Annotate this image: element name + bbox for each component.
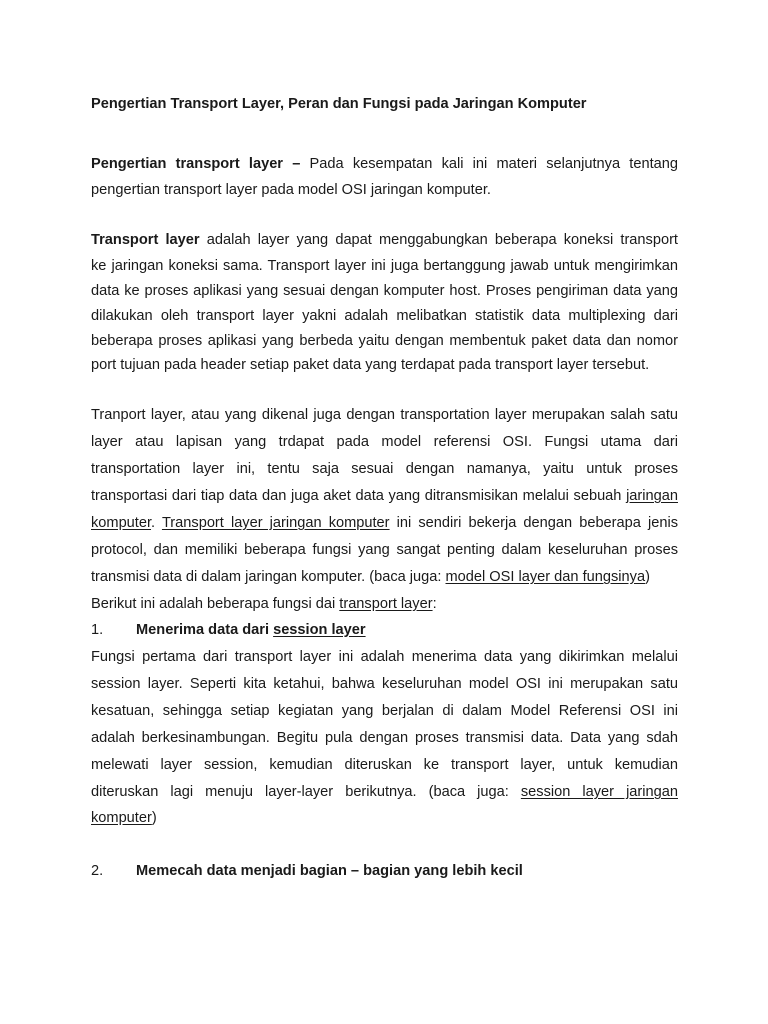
p3-line-6 xyxy=(91,782,678,802)
p1-text: adalah layer yang dapat menggabungkan beberapa koneksi transport xyxy=(206,232,678,248)
p3-line-3: kesatuan, sehingga setiap kegiatan yang berjalan di dalam Model Referensi OSI ini xyxy=(91,703,678,719)
p3-line-5: melewati layer session, kemudian diteruskan ke transport layer, untuk kemudian xyxy=(91,757,678,773)
item-1-heading-text: Menerima data dari xyxy=(136,622,270,638)
p2-line-4 xyxy=(91,486,678,506)
p3-line-2: session layer. Seperti kita ketahui, bahwa keseluruhan model OSI ini merupakan satu xyxy=(91,676,678,692)
p2-line-5-text: ini sendiri bekerja dengan beberapa jenis xyxy=(396,515,678,531)
link-transport-layer-jaringan-komputer[interactable]: Transport layer jaringan komputer xyxy=(161,515,390,531)
link-komputer[interactable]: komputer xyxy=(91,515,152,531)
link-model-osi-layer[interactable]: model OSI layer dan fungsinya xyxy=(445,569,646,585)
p2-line-8-text: Berikut ini adalah beberapa fungsi dai xyxy=(91,596,336,612)
item-1-heading xyxy=(136,620,366,640)
intro-text: Pada kesempatan kali ini materi selanjutnya tentang xyxy=(309,156,678,172)
p3-line-7 xyxy=(91,808,678,828)
link-session-layer-jaringan[interactable]: session layer jaringan xyxy=(520,784,678,800)
p2-line-5 xyxy=(91,513,678,533)
intro-line-1 xyxy=(91,154,678,174)
p1-line-4: dilakukan oleh transport layer yakni adalah melibatkan statistik data multiplexing dari xyxy=(91,308,678,324)
item-1-number: 1. xyxy=(91,622,104,638)
p2-line-8-colon: : xyxy=(432,596,437,612)
p3-line-1: Fungsi pertama dari transport layer ini adalah menerima data yang dikirimkan melalui xyxy=(91,649,678,665)
intro-bold-lead: Pengertian transport layer – xyxy=(91,156,301,172)
p2-line-4-text: transportasi dari tiap data dan juga aket data yang ditransmisikan melalui sebuah xyxy=(91,488,622,504)
p1-bold-lead: Transport layer xyxy=(91,232,200,248)
intro-line-2: pengertian transport layer pada model OSI jaringan komputer. xyxy=(91,182,491,198)
p2-line-7 xyxy=(91,567,678,587)
p3-line-6-text: diteruskan lagi menuju layer-layer berikutnya. (baca juga: xyxy=(91,784,509,800)
link-transport-layer[interactable]: transport layer xyxy=(339,596,433,612)
item-2-heading: Memecah data menjadi bagian – bagian yang lebih kecil xyxy=(136,863,523,879)
link-jaringan[interactable]: jaringan xyxy=(626,488,678,504)
link-session-layer[interactable]: session layer xyxy=(273,622,366,638)
p2-line-2: layer atau lapisan yang trdapat pada model referensi OSI. Fungsi utama dari xyxy=(91,434,678,450)
p3-line-7-close: ) xyxy=(151,810,157,826)
p2-line-7-close: ) xyxy=(645,569,650,585)
item-2-number: 2. xyxy=(91,863,104,879)
p2-line-6: protocol, dan memiliki beberapa fungsi yang sangat penting dalam keseluruhan proses xyxy=(91,542,678,558)
p1-line-3: data ke proses aplikasi yang sesuai dengan komputer host. Proses pengiriman data yang xyxy=(91,283,678,299)
p1-line-2: ke jaringan koneksi sama. Transport layer ini juga bertanggung jawab untuk mengirimkan xyxy=(91,258,678,274)
p2-line-7-text: transmisi data di dalam jaringan komputer. (baca juga: xyxy=(91,569,442,585)
p3-line-4: adalah berkesinambungan. Begitu pula dengan proses transmisi data. Data yang sdah xyxy=(91,730,678,746)
p1-line-5: beberapa proses aplikasi yang berbeda yaitu dengan membentuk paket data dan nomor xyxy=(91,333,678,349)
p2-line-8 xyxy=(91,594,678,614)
p2-line-3: transportation layer ini, tentu saja sesuai dengan namanya, yaitu untuk proses xyxy=(91,461,678,477)
link-komputer-2[interactable]: komputer xyxy=(91,810,152,826)
p2-line-1: Tranport layer, atau yang dikenal juga dengan transportation layer merupakan salah satu xyxy=(91,407,678,423)
p1-line-1 xyxy=(91,230,678,250)
p2-line-5-sep: . xyxy=(151,515,156,531)
p1-line-6: port tujuan pada header setiap paket data yang terdapat pada transport layer tersebut. xyxy=(91,357,650,373)
document-title: Pengertian Transport Layer, Peran dan Fungsi pada Jaringan Komputer xyxy=(91,96,587,112)
